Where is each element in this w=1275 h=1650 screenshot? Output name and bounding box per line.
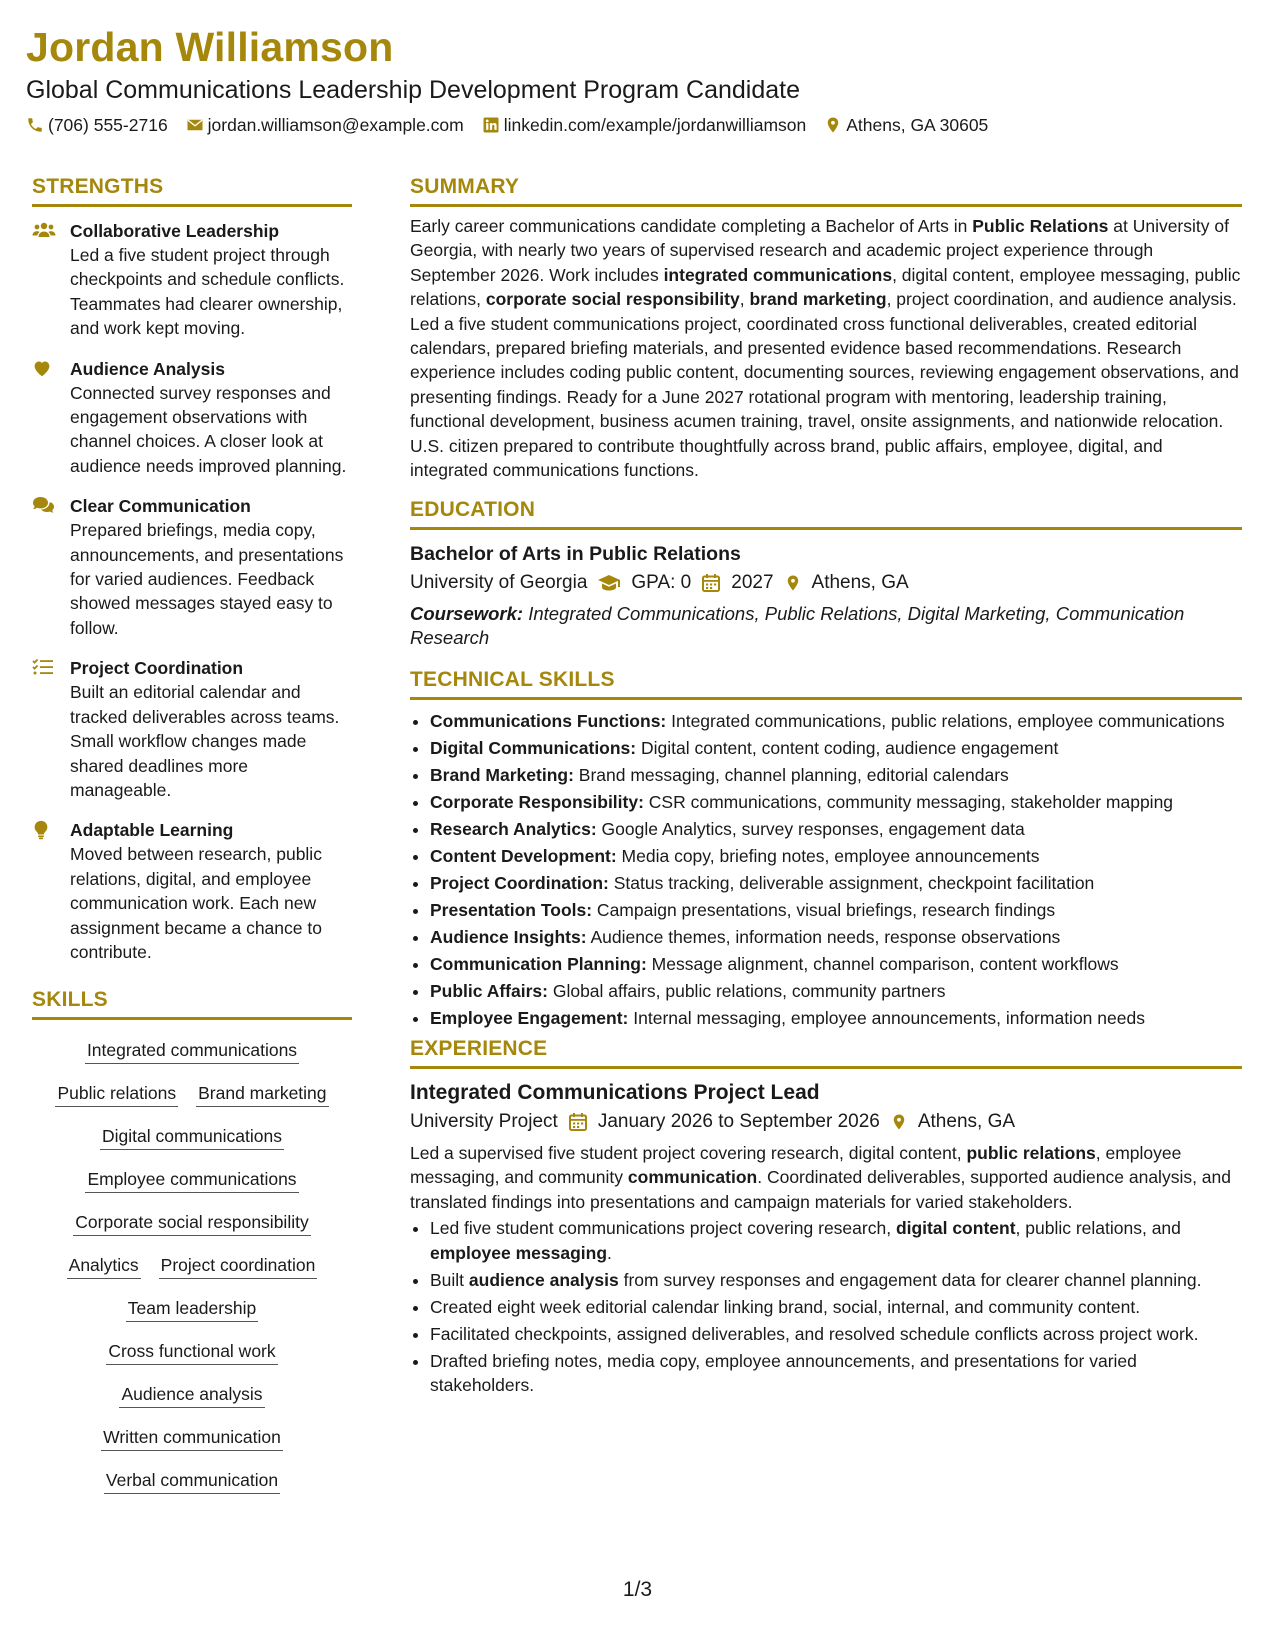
grad-year: 2027 [731, 572, 774, 594]
technical-skill-value: Media copy, briefing notes, employee announcements [616, 846, 1040, 867]
skill-tag: Audience analysis [119, 1382, 264, 1408]
contact-bar [26, 112, 1246, 138]
text-run: Drafted briefing notes, media copy, employee announcements, and presentations for varied stakeholders. [430, 1350, 1137, 1395]
technical-skill-item [430, 710, 1242, 734]
candidate-name: Jordan Williamson [26, 24, 394, 70]
technical-skill-value: Digital content, content coding, audience engagement [636, 738, 1059, 759]
technical-skill-item [430, 899, 1242, 923]
education-section [410, 498, 1242, 650]
chat-icon [32, 494, 70, 640]
technical-skill-value: Message alignment, channel comparison, content workflows [646, 954, 1119, 975]
technical-skills-list [410, 710, 1242, 1030]
text-run: Led a supervised five student project covering research, digital content, [410, 1142, 967, 1163]
technical-skill-value: Audience themes, information needs, response observations [586, 927, 1061, 948]
skill-tag: Public relations [55, 1081, 178, 1107]
technical-skill-item [430, 764, 1242, 788]
skill-tag-row [85, 1167, 298, 1193]
technical-skill-label: Presentation Tools: [430, 900, 593, 921]
strength-item [32, 357, 352, 479]
technical-skill-label: Communications Functions: [430, 711, 667, 732]
summary-text [410, 214, 1242, 482]
left-column [32, 175, 352, 1494]
bold-text: audience analysis [468, 1269, 619, 1290]
email-text: jordan.williamson@example.com [207, 115, 464, 135]
text-run: , digital content, employee messaging, public relations, [410, 264, 1241, 310]
technical-skill-item [430, 845, 1242, 869]
bold-text: public relations [966, 1142, 1096, 1163]
text-run: Led five student communications project covering research, [430, 1218, 896, 1239]
experience-heading: EXPERIENCE [410, 1037, 1242, 1069]
map-pin-icon [890, 1112, 908, 1132]
gpa-text: GPA: 0 [631, 572, 692, 594]
job-bullet [430, 1295, 1242, 1319]
text-run: . Coordinated deliverables, supported audience analysis, and translated findings into presentations and campaign materials for varied stakeholders. [410, 1167, 1232, 1212]
text-run: at University of Georgia, with nearly two years of supervised research and academic project experience through September 2026. Work includes [410, 216, 1229, 285]
technical-skill-item [430, 872, 1242, 896]
envelope-icon [186, 116, 204, 134]
technical-skill-label: Audience Insights: [430, 927, 587, 948]
summary-section [410, 175, 1242, 482]
job-org: University Project [410, 1110, 558, 1132]
contact-phone[interactable] [26, 112, 168, 138]
strength-description: Connected survey responses and engagement observations with channel choices. A closer look at audience needs improved planning. [70, 382, 347, 476]
job-title: Integrated Communications Project Lead [410, 1080, 820, 1104]
school-location: Athens, GA [811, 572, 909, 594]
job-location: Athens, GA [917, 1110, 1016, 1132]
technical-skill-value: Brand messaging, channel planning, editorial calendars [573, 765, 1009, 786]
technical-skill-label: Corporate Responsibility: [430, 792, 644, 813]
technical-skill-value: Status tracking, deliverable assignment, checkpoint facilitation [608, 873, 1095, 894]
strength-title: Clear Communication [70, 496, 251, 517]
phone-icon [26, 116, 44, 134]
technical-skill-value: Integrated communications, public relations, employee communications [666, 711, 1225, 732]
strength-description: Built an editorial calendar and tracked deliverables across teams. Small workflow changes made shared deadlines more manageable. [70, 682, 340, 800]
technical-skill-label: Employee Engagement: [430, 1008, 629, 1029]
technical-skill-item [430, 737, 1242, 761]
degree-title: Bachelor of Arts in Public Relations [410, 543, 741, 566]
skill-tag: Employee communications [85, 1167, 298, 1193]
skill-tag: Integrated communications [85, 1038, 299, 1064]
job-bullet [430, 1268, 1242, 1292]
linkedin-icon [482, 116, 500, 134]
skill-tag: Corporate social responsibility [73, 1210, 310, 1236]
skill-tag: Verbal communication [104, 1468, 280, 1494]
heart-icon [32, 357, 70, 479]
job-bullet [430, 1216, 1242, 1265]
text-run: Facilitated checkpoints, assigned deliverables, and resolved schedule conflicts across project work. [430, 1323, 1199, 1344]
map-pin-icon [784, 573, 802, 593]
technical-skill-item [430, 1007, 1242, 1031]
contact-email[interactable] [186, 112, 464, 138]
calendar-icon [701, 573, 721, 593]
calendar-icon [568, 1112, 588, 1132]
technical-skill-label: Research Analytics: [430, 819, 597, 840]
skill-tag: Project coordination [159, 1253, 318, 1279]
technical-skill-label: Brand Marketing: [430, 765, 574, 786]
technical-skill-item [430, 926, 1242, 950]
job-meta [410, 1107, 1242, 1137]
graduation-cap-icon [597, 573, 621, 593]
bold-text: digital content [895, 1218, 1016, 1239]
technical-skill-value: Campaign presentations, visual briefings, research findings [592, 900, 1056, 921]
strengths-heading: STRENGTHS [32, 175, 352, 207]
technical-skill-value: Internal messaging, employee announcements, information needs [628, 1008, 1145, 1029]
skill-tag: Cross functional work [106, 1339, 277, 1365]
text-run: Built [430, 1269, 469, 1290]
map-pin-icon [824, 116, 842, 134]
technical-skill-value: Google Analytics, survey responses, engagement data [596, 819, 1025, 840]
technical-skill-item [430, 818, 1242, 842]
text-run: . [607, 1242, 612, 1263]
strength-item [32, 494, 352, 640]
skill-tag: Analytics [67, 1253, 141, 1279]
coursework-label: Coursework: [410, 603, 524, 625]
text-run: Created eight week editorial calendar linking brand, social, internal, and community content. [430, 1296, 1141, 1317]
strength-item [32, 818, 352, 964]
strength-item [32, 656, 352, 802]
technical-skill-label: Public Affairs: [430, 981, 548, 1002]
technical-skill-label: Content Development: [430, 846, 617, 867]
checklist-icon [32, 656, 70, 802]
technical-skill-label: Communication Planning: [430, 954, 647, 975]
technical-skill-label: Project Coordination: [430, 873, 609, 894]
technical-skill-item [430, 980, 1242, 1004]
skill-tag-row [126, 1296, 258, 1322]
technical-skill-item [430, 953, 1242, 977]
skills-tags [32, 1038, 352, 1494]
bold-text: brand marketing [749, 289, 887, 310]
skill-tag-row [104, 1468, 280, 1494]
bold-text: Public Relations [972, 216, 1109, 236]
contact-location [824, 112, 988, 138]
location-text: Athens, GA 30605 [846, 115, 989, 135]
experience-section [410, 1037, 1242, 1397]
linkedin-text: linkedin.com/example/jordanwilliamson [503, 115, 807, 135]
technical-skill-value: Global affairs, public relations, community partners [547, 981, 946, 1002]
technical-skills-heading: TECHNICAL SKILLS [410, 668, 1242, 700]
text-run: from survey responses and engagement data for clearer channel planning. [618, 1269, 1202, 1290]
candidate-subtitle: Global Communications Leadership Development Program Candidate [26, 76, 801, 104]
text-run: , [739, 289, 750, 310]
lightbulb-icon [32, 818, 70, 964]
skill-tag: Brand marketing [196, 1081, 328, 1107]
contact-linkedin[interactable] [482, 112, 807, 138]
people-icon [32, 219, 70, 341]
school-name: University of Georgia [410, 572, 588, 594]
skill-tag-row [106, 1339, 277, 1365]
text-run: , employee messaging, and community [410, 1142, 1182, 1188]
skills-heading: SKILLS [32, 988, 352, 1020]
bold-text: employee messaging [430, 1242, 608, 1263]
bold-text: corporate social responsibility [485, 289, 740, 310]
skill-tag: Written communication [101, 1425, 283, 1451]
bold-text: integrated communications [663, 264, 893, 285]
skill-tag-row [55, 1081, 328, 1107]
strength-description: Led a five student project through checkpoints and schedule conflicts. Teammates had clearer ownership, and work kept moving. [70, 245, 345, 339]
technical-skills-section [410, 668, 1242, 1030]
strength-title: Project Coordination [70, 658, 244, 679]
phone-text: (706) 555-2716 [48, 115, 168, 135]
job-dates: January 2026 to September 2026 [597, 1110, 880, 1132]
coursework-list: Integrated Communications, Public Relations, Digital Marketing, Communication Research [410, 603, 1185, 649]
strength-description: Prepared briefings, media copy, announcements, and presentations for varied audiences. Feedback showed messages stayed easy to follow. [70, 520, 344, 638]
summary-heading: SUMMARY [410, 175, 1242, 207]
right-column [410, 175, 1242, 1400]
skill-tag: Team leadership [126, 1296, 258, 1322]
coursework [410, 602, 1242, 650]
skill-tag-row [73, 1210, 310, 1236]
bold-text: communication [627, 1167, 758, 1188]
technical-skill-item [430, 791, 1242, 815]
job-description [410, 1141, 1242, 1214]
resume-header [26, 22, 1246, 138]
text-run: Early career communications candidate completing a Bachelor of Arts in [410, 216, 973, 236]
skill-tag-row [67, 1253, 318, 1279]
job-bullet [430, 1349, 1242, 1398]
strength-title: Adaptable Learning [70, 820, 234, 841]
education-heading: EDUCATION [410, 498, 1242, 530]
text-run: , public relations, and [1015, 1218, 1181, 1239]
text-run: , project coordination, and audience analysis. Led a five student communications project, coordinated cross functional deliverables, created editorial calendars, prepared briefing materials, and presented evidence based recommendations. Research experience includes coding public content, documenting sources, reviewing engagement observations, and presenting findings. Ready for a June 2027 rotational program with mentoring, leadership training, functional development, business acumen training, travel, onsite assignments, and nationwide relocation. U.S. citizen prepared to contribute thoughtfully across brand, public affairs, employee, digital, and integrated communications functions. [410, 289, 1239, 481]
skill-tag: Digital communications [100, 1124, 284, 1150]
job-bullets [410, 1216, 1242, 1397]
education-meta [410, 568, 1242, 598]
job-bullet [430, 1322, 1242, 1346]
skill-tag-row [100, 1124, 284, 1150]
skill-tag-row [85, 1038, 299, 1064]
technical-skill-label: Digital Communications: [430, 738, 637, 759]
skill-tag-row [119, 1382, 264, 1408]
strength-title: Audience Analysis [70, 358, 225, 379]
skill-tag-row [101, 1425, 283, 1451]
strength-item [32, 219, 352, 341]
technical-skill-value: CSR communications, community messaging, stakeholder mapping [643, 792, 1174, 813]
strengths-list [32, 219, 352, 964]
strength-description: Moved between research, public relations, digital, and employee communication work. Each new assignment became a chance to contribute. [70, 844, 322, 962]
strength-title: Collaborative Leadership [70, 221, 280, 241]
page-number: 1/3 [622, 1578, 653, 1601]
